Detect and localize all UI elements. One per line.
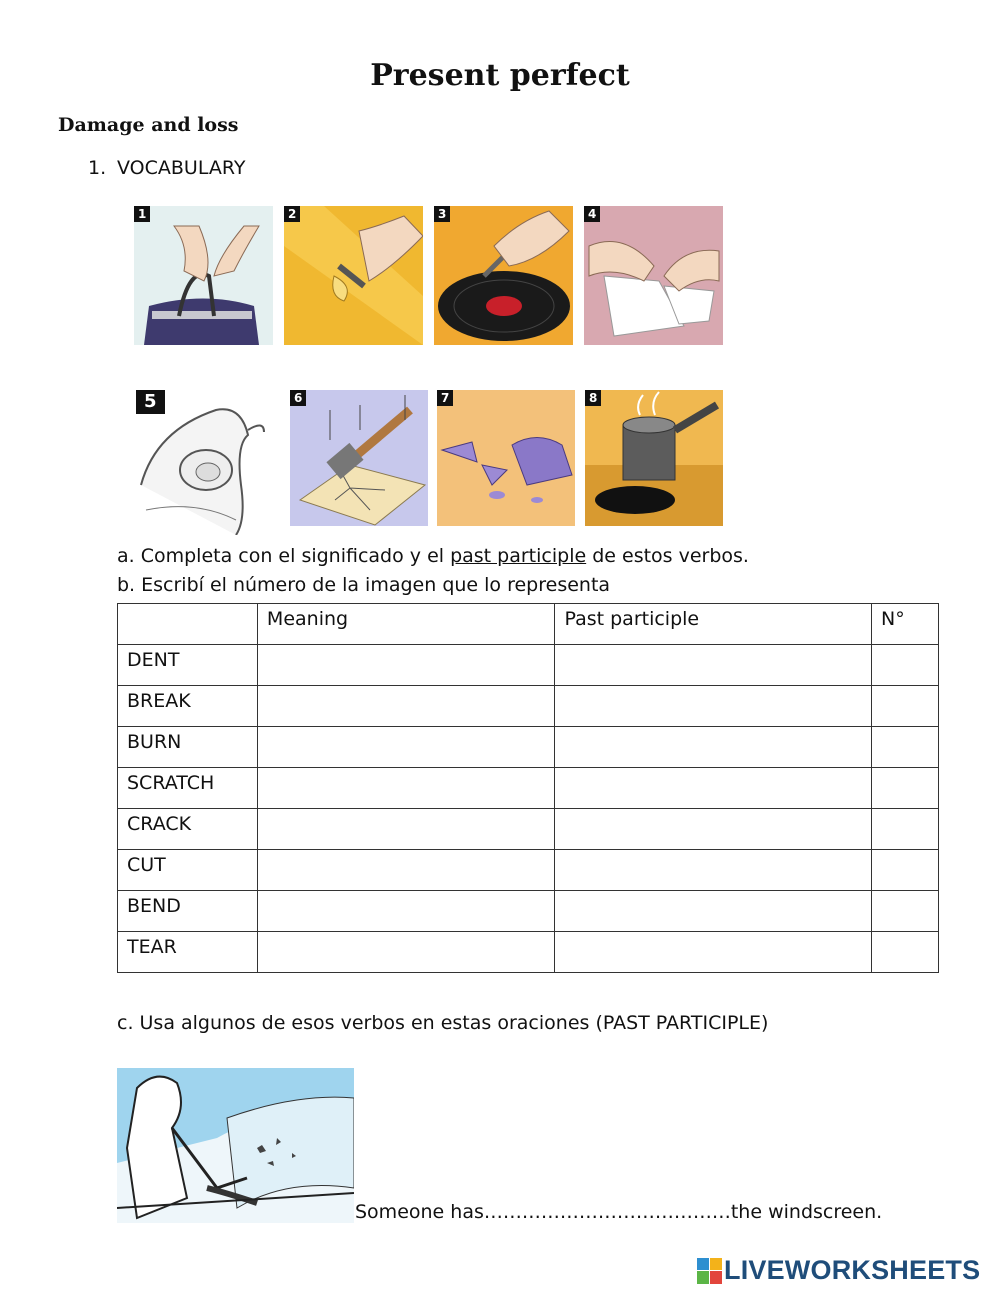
verb-cell: SCRATCH [118,768,258,809]
verb-cell: BREAK [118,686,258,727]
verb-cell: TEAR [118,932,258,973]
tear-paper-icon [584,206,723,345]
logo-text: LIVEWORKSHEETS [724,1255,981,1285]
verb-cell: DENT [118,645,258,686]
picture-2 [284,206,423,345]
number-input[interactable] [872,932,939,973]
past-participle-input[interactable] [555,850,872,891]
number-input[interactable] [872,891,939,932]
picture-number: 2 [284,206,300,222]
past-participle-input[interactable] [555,686,872,727]
picture-6 [290,390,428,526]
picture-number: 6 [290,390,306,406]
number-input[interactable] [872,768,939,809]
table-row [118,809,939,850]
picture-1 [134,206,273,345]
table-row [118,686,939,727]
picture-7 [437,390,575,526]
meaning-input[interactable] [257,850,555,891]
picture-number: 3 [434,206,450,222]
past-participle-input[interactable] [555,809,872,850]
section-number: 1. [88,157,107,179]
page-title: Present perfect [370,58,630,93]
picture-5 [136,390,268,535]
hammer-crack-icon [290,390,428,526]
logo-mark-icon [697,1258,721,1284]
picture-number: 7 [437,390,453,406]
meaning-input[interactable] [257,727,555,768]
meaning-input[interactable] [257,809,555,850]
picture-number: 1 [134,206,150,222]
pull-strap-icon [134,206,273,345]
picture-number: 5 [136,390,165,414]
past-participle-input[interactable] [555,727,872,768]
past-participle-input[interactable] [555,768,872,809]
broken-windscreen-icon [117,1068,354,1223]
instruction-a-suffix: de estos verbos. [586,545,749,567]
past-participle-input[interactable] [555,645,872,686]
verb-cell: BURN [118,727,258,768]
picture-8 [585,390,723,526]
past-participle-input[interactable] [555,932,872,973]
instruction-a-underlined: past participle [450,545,587,567]
liveworksheets-logo [697,1255,980,1286]
number-input[interactable] [872,850,939,891]
picture-4 [584,206,723,345]
meaning-input[interactable] [257,932,555,973]
meaning-input[interactable] [257,686,555,727]
table-row [118,891,939,932]
table-row [118,850,939,891]
page-subtitle: Damage and loss [58,114,239,136]
verb-cell: CUT [118,850,258,891]
verb-cell: BEND [118,891,258,932]
table-row [118,645,939,686]
broken-vase-icon [437,390,575,526]
number-input[interactable] [872,645,939,686]
meaning-input[interactable] [257,891,555,932]
table-row [118,932,939,973]
picture-3 [434,206,573,345]
table-header-row [118,604,939,645]
instruction-c: c. Usa algunos de esos verbos en estas oraciones (PAST PARTICIPLE) [117,1012,769,1034]
windscreen-picture [117,1068,354,1223]
instruction-b: b. Escribí el número de la imagen que lo representa [117,574,611,596]
number-input[interactable] [872,727,939,768]
past-participle-input[interactable] [555,891,872,932]
number-input[interactable] [872,686,939,727]
picture-number: 8 [585,390,601,406]
meaning-input[interactable] [257,768,555,809]
vocabulary-table [117,603,939,973]
table-row [118,768,939,809]
burnt-pan-icon [585,390,723,526]
table-header-meaning: Meaning [257,604,555,645]
meaning-input[interactable] [257,645,555,686]
section-heading [88,157,245,179]
table-header-past-participle: Past participle [555,604,872,645]
verb-cell: CRACK [118,809,258,850]
scratch-record-icon [434,206,573,345]
picture-number: 4 [584,206,600,222]
instruction-a [117,545,749,567]
table-header-number: N° [872,604,939,645]
table-header-verb [118,604,258,645]
example-sentence: Someone has…………………………………the windscreen. [355,1201,883,1223]
cut-paper-icon [284,206,423,345]
section-label: VOCABULARY [117,157,246,179]
instruction-a-prefix: a. Completa con el significado y el [117,545,451,567]
number-input[interactable] [872,809,939,850]
table-row [118,727,939,768]
